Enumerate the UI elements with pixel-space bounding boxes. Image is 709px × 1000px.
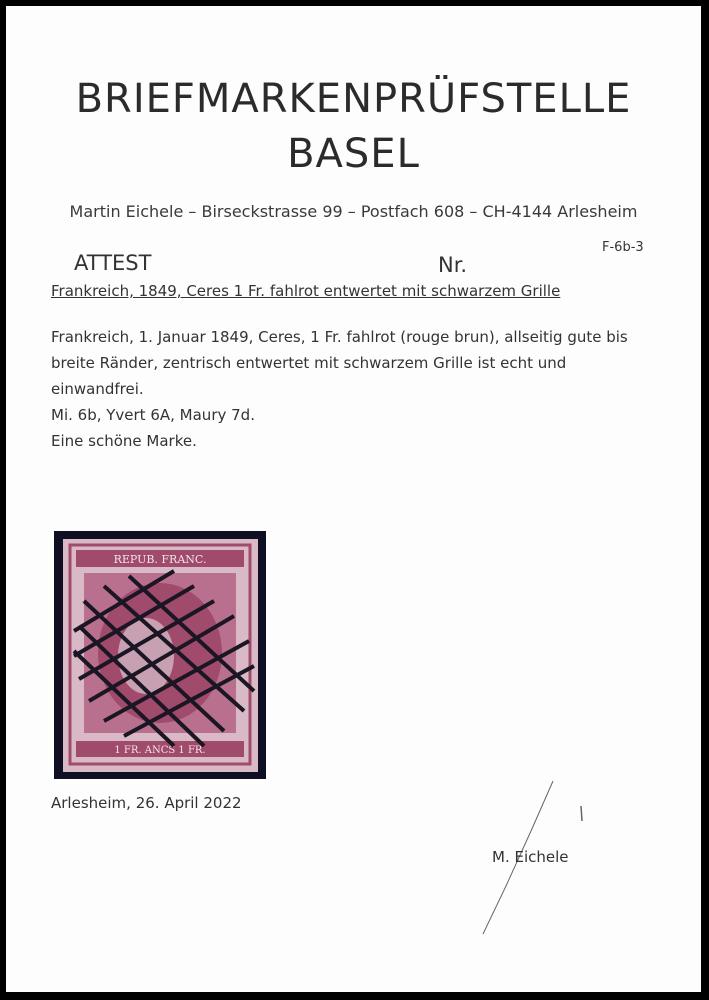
certificate-page xyxy=(6,6,701,992)
certificate-number-label: Nr. xyxy=(438,253,468,277)
place-date: Arlesheim, 26. April 2022 xyxy=(51,794,242,812)
stamp-bottom-text: 1 FR. ANCS 1 FR. xyxy=(114,745,206,756)
certificate-reference: F-6b-3 xyxy=(602,240,644,255)
org-city: BASEL xyxy=(287,131,420,177)
stamp-image xyxy=(54,531,266,779)
org-name: BRIEFMARKENPRÜFSTELLE xyxy=(75,76,632,122)
certificate-subject: Frankreich, 1849, Ceres 1 Fr. fahlrot entwertet mit schwarzem Grille xyxy=(51,282,561,300)
certificate-type: ATTEST xyxy=(74,251,152,275)
description-line: Mi. 6b, Yvert 6A, Maury 7d. xyxy=(51,406,255,424)
description-line: breite Ränder, zentrisch entwertet mit schwarzem Grille ist echt und xyxy=(51,354,567,372)
signatory-name: M. Eichele xyxy=(492,848,569,866)
description-line: Eine schöne Marke. xyxy=(51,432,197,450)
description-block xyxy=(51,324,628,454)
description-line: einwandfrei. xyxy=(51,380,144,398)
stamp-top-text: REPUB. FRANC. xyxy=(113,553,207,566)
org-address: Martin Eichele – Birseckstrasse 99 – Postfach 608 – CH-4144 Arlesheim xyxy=(69,202,638,221)
description-line: Frankreich, 1. Januar 1849, Ceres, 1 Fr. fahlrot (rouge brun), allseitig gute bis xyxy=(51,328,628,346)
